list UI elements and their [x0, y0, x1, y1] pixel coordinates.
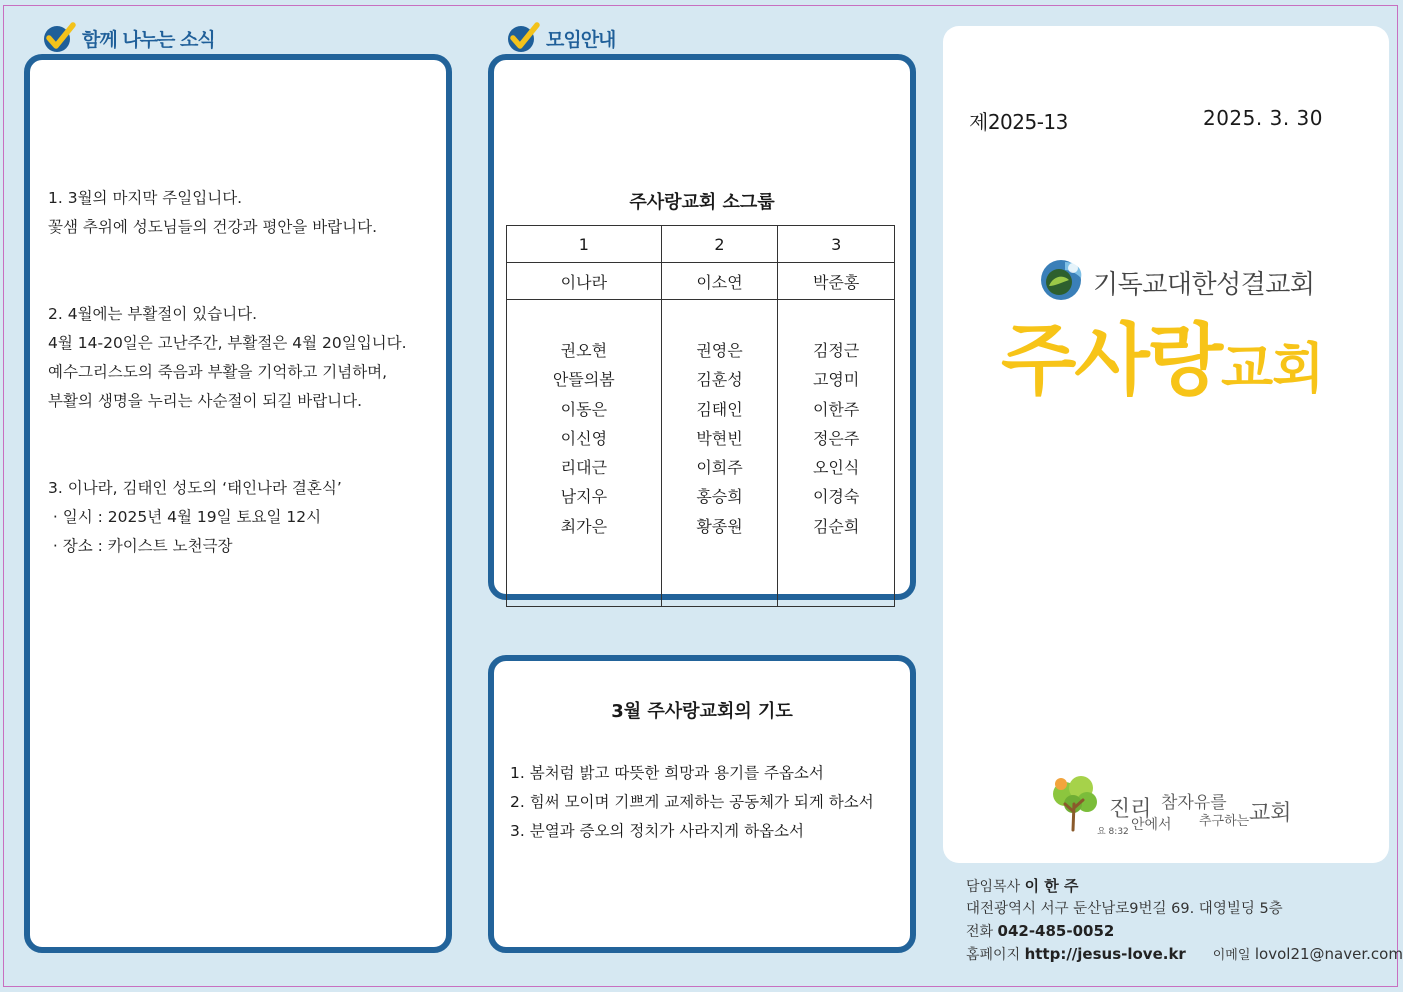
motto-text-2: 안에서 [1131, 817, 1172, 833]
meetings-heading [504, 20, 615, 52]
member: 정은주 [812, 428, 860, 448]
member: 권영은 [696, 341, 743, 360]
news-heading-label: 함께 나누는 소식 [82, 28, 215, 51]
member: 이신영 [560, 428, 608, 448]
news-item-2-line-1: 2. 4월에는 부활절이 있습니다. [48, 305, 258, 323]
small-groups-panel [488, 54, 916, 600]
motto-reference: 요 8:32 [1097, 827, 1129, 837]
phone-number: 042-485-0052 [997, 922, 1115, 940]
pastor-name: 이 한 주 [1024, 877, 1079, 895]
homepage-link[interactable]: http://jesus-love.kr [1024, 945, 1186, 963]
groups-table [506, 225, 895, 607]
motto-text-3: 참자유를 [1161, 793, 1227, 813]
member: 홍승희 [696, 487, 743, 507]
member: 이경숙 [812, 487, 860, 507]
motto-text-5: 교회 [1249, 801, 1292, 826]
member: 박현빈 [696, 428, 743, 448]
meetings-heading-label: 모임안내 [546, 28, 616, 51]
member: 고영미 [812, 370, 860, 390]
group-number: 2 [661, 226, 778, 263]
member: 이희주 [696, 458, 743, 478]
news-item-1-line-2: 꽃샘 추위에 성도님들의 건강과 평안을 바랍니다. [48, 218, 378, 236]
group-number: 1 [507, 226, 662, 263]
prayer-item: 1. 봄처럼 밝고 따뜻한 희망과 용기를 주옵소서 [510, 764, 824, 782]
member: 김태인 [696, 399, 743, 419]
cover-panel [943, 26, 1389, 863]
news-item-2-line-2: 4월 14-20일은 고난주간, 부활절은 4월 20일입니다. [48, 334, 407, 352]
group-members [778, 300, 895, 607]
member: 남지우 [560, 487, 608, 507]
news-item-3-line-3: · 장소 : 카이스트 노천극장 [48, 537, 233, 555]
news-item-3-line-2: · 일시 : 2025년 4월 19일 토요일 12시 [48, 508, 322, 526]
prayer-panel [488, 655, 916, 953]
news-panel [24, 54, 452, 953]
news-content [48, 184, 407, 561]
issue-date: 2025. 3. 30 [1202, 106, 1323, 130]
phone-label: 전화 [966, 924, 994, 940]
church-name-main: 주사랑 [1001, 316, 1222, 406]
news-heading [40, 20, 215, 52]
issue-number: 제2025-13 [969, 110, 1068, 134]
member: 오인식 [812, 458, 860, 478]
church-name-sub: 교회 [1221, 337, 1324, 400]
news-item-2-line-4: 부활의 생명을 누리는 사순절이 되길 바랍니다. [48, 392, 363, 410]
phone-row [966, 920, 1403, 943]
member: 김정근 [812, 341, 860, 360]
member: 김순희 [812, 516, 860, 536]
motto-text-1: 진리 [1109, 797, 1152, 822]
pastor-label: 담임목사 [966, 879, 1021, 895]
member: 최가은 [560, 516, 608, 536]
prayer-item: 3. 분열과 증오의 정치가 사라지게 하옵소서 [510, 822, 804, 840]
member: 황종원 [696, 516, 743, 536]
email-label: 이메일 [1212, 948, 1251, 963]
church-name [1001, 298, 1323, 410]
member: 이동은 [560, 399, 608, 419]
group-members [507, 300, 662, 607]
member: 권오현 [560, 341, 608, 360]
group-members [661, 300, 778, 607]
pastor-row [966, 875, 1403, 898]
member: 이한주 [812, 399, 860, 419]
address: 대전광역시 서구 둔산남로9번길 69. 대영빌딩 5층 [966, 901, 1283, 917]
checkmark-icon [504, 20, 540, 52]
motto-text-4: 추구하는 [1199, 814, 1250, 829]
group-leader: 이나라 [507, 263, 662, 300]
contact-info [966, 875, 1403, 967]
groups-title: 주사랑교회 소그룹 [629, 192, 775, 213]
denomination-name: 기독교대한성결교회 [1093, 269, 1315, 300]
member: 김훈성 [696, 370, 743, 390]
prayer-list [510, 759, 874, 846]
group-leader: 이소연 [661, 263, 778, 300]
news-item-2-line-3: 예수그리스도의 죽음과 부활을 기억하고 기념하며, [48, 363, 388, 381]
group-number: 3 [778, 226, 895, 263]
web-row [966, 943, 1403, 967]
motto [1047, 774, 1297, 844]
news-item-3-line-1: 3. 이나라, 김태인 성도의 ‘태인나라 결혼식’ [48, 479, 342, 497]
news-item-1-line-1: 1. 3월의 마지막 주일입니다. [48, 189, 243, 207]
member: 안뜰의봄 [552, 370, 615, 390]
prayer-item: 2. 힘써 모이며 기쁘게 교제하는 공동체가 되게 하소서 [510, 793, 874, 811]
prayer-title: 3월 주사랑교회의 기도 [611, 701, 793, 722]
member: 리대근 [560, 458, 608, 478]
checkmark-icon [40, 20, 76, 52]
homepage-label: 홈페이지 [966, 947, 1021, 963]
email-link[interactable]: lovol21@naver.com [1254, 945, 1403, 963]
group-leader: 박준홍 [778, 263, 895, 300]
